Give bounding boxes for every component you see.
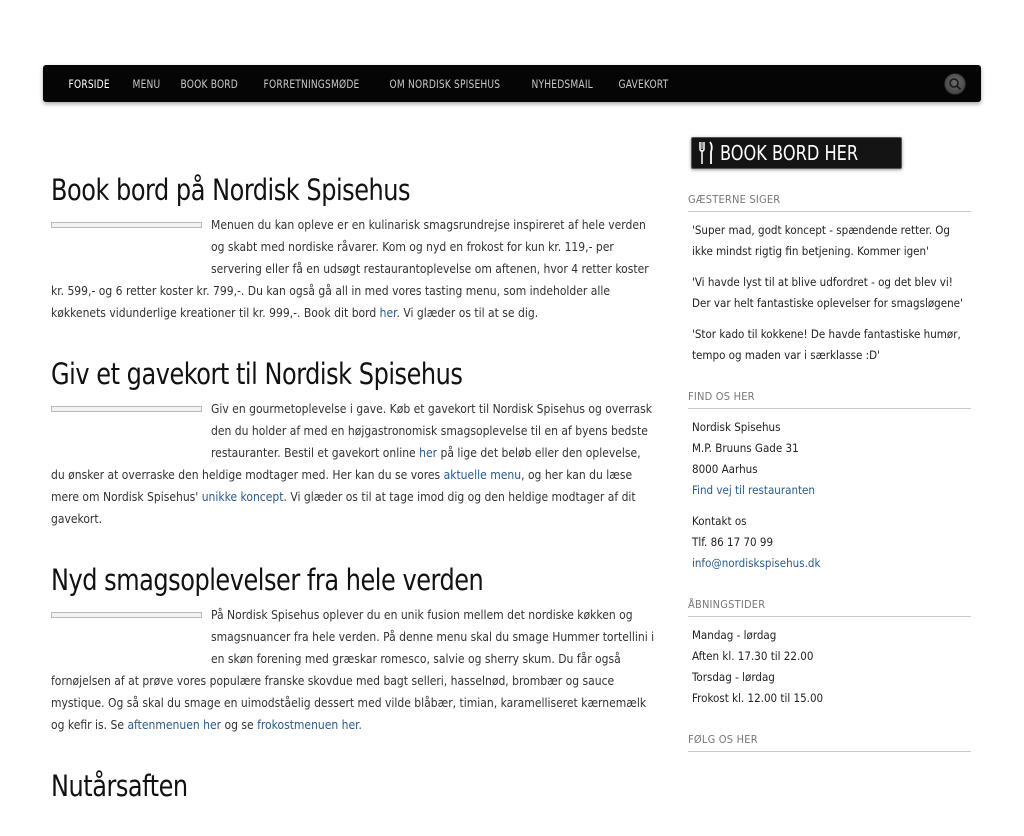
article-book-bord [51,170,655,324]
sidebar [688,137,971,752]
widget-body [688,617,971,709]
hours-line: Mandag - lørdag [692,628,777,642]
article-text: På Nordisk Spisehus oplever du en unik fusion mellem det nordiske køkken og smagsnuancer fra hele verden. På denne menu skal du smage Hummer tortellini i en skøn forening med græskar romesco, salvie og sherry skum. Du får også fornøjelsen af at prøve vores populære franske skovdue med bagt selleri, hasselnød, brombær og sauce mystique. Og så skal du smage en uimodståelig dessert med vilde blåbær, timian, karamelliseret kærnemælk og kefir is. Se [51,608,655,732]
widget-title: FIND OS HER [688,390,971,409]
phone-line: Tlf. 86 17 70 99 [692,535,774,549]
book-table-button[interactable] [691,137,902,169]
book-here-link[interactable]: her [379,306,397,320]
article-gavekort [51,354,655,530]
guest-quote: 'Stor kado til kokkene! De havde fantastiske humør, tempo og maden var i særklasse :D' [692,327,961,362]
article-text: , og her kan du læse mere om Nordisk Spisehus' [51,468,633,504]
article-body [51,214,655,324]
hours-line: Frokost kl. 12.00 til 15.00 [692,691,824,705]
unique-concept-link[interactable]: unikke koncept [201,490,284,504]
article-title[interactable]: Giv et gavekort til Nordisk Spisehus [51,357,463,391]
giftcard-here-link[interactable]: her [419,446,438,460]
widget-title: ÅBNINGSTIDER [688,598,971,617]
main-content [51,170,655,836]
search-button[interactable] [944,73,966,95]
address-line: 8000 Aarhus [692,462,758,476]
article-smagsoplevelser [51,560,655,736]
article-body [51,398,655,530]
address-line: M.P. Bruuns Gade 31 [692,441,799,455]
nav-item-nyhedsmail[interactable]: NYHEDSMAIL [531,76,594,91]
article-text: og se [221,718,258,732]
guest-quotes-widget [688,193,971,366]
article-thumbnail[interactable] [51,222,202,228]
nav-item-book-bord[interactable]: BOOK BORD [180,76,239,91]
nav-item-forretningsmoede[interactable]: FORRETNINGSMØDE [263,76,360,91]
opening-hours-widget [688,598,971,709]
nav-item-menu[interactable]: MENU [132,76,161,91]
hours-line: Torsdag - lørdag [692,670,775,684]
current-menu-link[interactable]: aktuelle menu [443,468,522,482]
widget-title: FØLG OS HER [688,733,971,752]
search-icon [948,77,962,91]
cutlery-icon [698,141,714,165]
dinner-menu-link[interactable]: aftenmenuen her [127,718,222,732]
nav-item-om-nordisk-spisehus[interactable]: OM NORDISK SPISEHUS [389,76,500,91]
nav-item-forside[interactable]: FORSIDE [68,76,110,91]
article-text: Menuen du kan opleve er en kulinarisk smagsrundrejse inspireret af hele verden og skabt med nordiske råvarer. Kom og nyd en frokost for kun kr. 119,- per servering eller få en udsøgt restaurantoplevelse om aftenen, hvor 4 retter koster kr. 599,- og 6 retter koster kr. 799,-. Du kan også gå all in med vores tasting menu, som indeholder alle køkkenets vidunderlige kreationer til kr. 999,-. Book dit bord [51,218,649,320]
article-text: . Vi glæder os til at se dig. [396,306,539,320]
follow-us-widget [688,733,971,752]
directions-link[interactable]: Find vej til restauranten [692,483,815,497]
article-text: . Vi glæder os til at tage imod dig og den heldige modtager af dit gavekort. [51,490,636,526]
hours-line: Aften kl. 17.30 til 22.00 [692,649,814,663]
widget-title: GÆSTERNE SIGER [688,193,971,212]
article-nytaarsaften [51,766,655,806]
article-title[interactable]: Nyd smagsoplevelser fra hele verden [51,563,484,597]
article-text: på lige det beløb eller den oplevelse, du ønsker at overraske den heldige modtager med. Her kan du se vores [51,446,641,482]
find-us-widget [688,390,971,574]
nav-item-gavekort[interactable]: GAVEKORT [618,76,669,91]
article-body [51,604,655,736]
widget-body [688,409,971,574]
email-link[interactable]: info@nordiskspisehus.dk [692,556,821,570]
article-text: Giv en gourmetoplevelse i gave. Køb et gavekort til Nordisk Spisehus og overrask den du holder af med en højgastronomisk smagsoplevelse til en af byens bedste restauranter. Bestil et gavekort online [211,402,653,460]
article-thumbnail[interactable] [51,612,202,618]
nav-menu [58,65,682,102]
article-thumbnail[interactable] [51,406,202,412]
book-table-label: BOOK BORD HER [720,141,859,165]
lunch-menu-link[interactable]: frokostmenuen her. [257,718,362,732]
article-title[interactable]: Book bord på Nordisk Spisehus [51,173,411,207]
article-title[interactable]: Nutårsaften [51,769,188,803]
widget-body [688,212,971,366]
address-line: Nordisk Spisehus [692,420,781,434]
guest-quote: 'Vi havde lyst til at blive udfordret - og det blev vi! Der var helt fantastiske oplevelser for smagsløgene' [692,275,963,310]
main-navbar [43,65,981,102]
contact-line: Kontakt os [692,514,747,528]
guest-quote: 'Super mad, godt koncept - spændende retter. Og ikke mindst rigtig fin betjening. Kommer igen' [692,223,950,258]
